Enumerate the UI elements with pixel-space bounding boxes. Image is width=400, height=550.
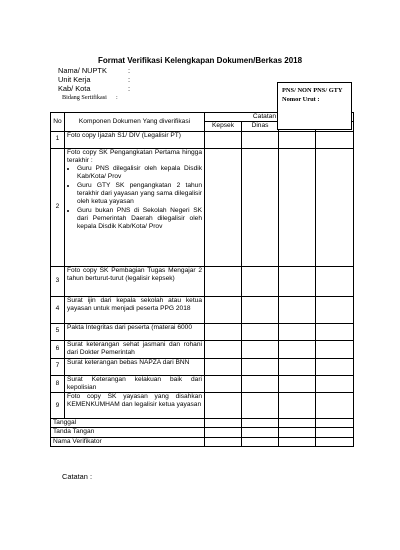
header-komponen: Komponen Dokumen Yang diverifikasi [65, 113, 205, 132]
check-cell[interactable] [205, 296, 242, 323]
list-item: • Guru PNS dilegalisir oleh kepala Disdik Kab/Kota/ Prov [77, 165, 202, 182]
row-number: 1 [51, 131, 65, 148]
row-number: 7 [51, 358, 65, 375]
bullet-list [67, 165, 202, 231]
footer-cell[interactable] [279, 419, 316, 428]
check-cell[interactable] [205, 266, 242, 296]
table-row [51, 148, 354, 266]
check-cell[interactable] [242, 375, 279, 393]
table-row [51, 375, 354, 393]
check-cell[interactable] [279, 340, 316, 358]
footer-cell[interactable] [279, 428, 316, 437]
check-cell[interactable] [242, 393, 279, 419]
row-description: Foto copy SK Pembagian Tugas Mengajar 2 tahun berturut-turut (legalisir kepsek) [65, 266, 205, 296]
row-description: Surat ijin dari kepala sekolah atau ketua yayasan untuk menjadi peserta PPG 2018 [65, 296, 205, 323]
check-cell[interactable] [205, 358, 242, 375]
field-separator: : [116, 94, 118, 101]
row-number: 3 [51, 266, 65, 296]
header-catatan: Catatan [205, 113, 279, 122]
check-cell[interactable] [316, 323, 354, 340]
check-cell[interactable] [316, 148, 354, 266]
footer-label: Tanda Tangan [51, 428, 205, 437]
footer-row-tanggal [51, 419, 354, 428]
check-cell[interactable] [316, 131, 354, 148]
footer-row-nama-verifikator [51, 437, 354, 446]
participant-id-box [277, 82, 352, 130]
nomor-urut-label: Nomor Urut : [282, 96, 320, 103]
footer-cell[interactable] [316, 419, 354, 428]
check-cell[interactable] [242, 131, 279, 148]
footer-row-tanda-tangan [51, 428, 354, 437]
check-cell[interactable] [279, 266, 316, 296]
footer-label: Tanggal [51, 419, 205, 428]
row-description: Surat Keterangan kelakuan baik dari kepolisian [65, 375, 205, 393]
row-number: 2 [51, 148, 65, 266]
check-cell[interactable] [242, 266, 279, 296]
field-label: Kab/ Kota [58, 84, 91, 93]
row-number: 8 [51, 375, 65, 393]
check-cell[interactable] [242, 358, 279, 375]
check-cell[interactable] [205, 375, 242, 393]
footer-cell[interactable] [316, 428, 354, 437]
check-cell[interactable] [316, 340, 354, 358]
check-cell[interactable] [279, 358, 316, 375]
check-cell[interactable] [242, 323, 279, 340]
check-cell[interactable] [242, 340, 279, 358]
list-item: • Guru GTY SK pengangkatan 2 tahun terakhir dari yayasan yang sama dilegalisir oleh ketua yayasan [77, 182, 202, 207]
table-row [51, 358, 354, 375]
row-description [65, 148, 205, 266]
check-cell[interactable] [279, 296, 316, 323]
check-cell[interactable] [316, 393, 354, 419]
check-cell[interactable] [205, 393, 242, 419]
table-row [51, 393, 354, 419]
list-item: • Guru bukan PNS di Sekolah Negeri SK dari Pemerintah Daerah dilegalisir oleh kepala Disdik Kab/Kota/ Prov [77, 207, 202, 232]
row-description: Foto copy SK yayasan yang disahkan KEMENKUMHAM dan legalisir ketua yayasan [65, 393, 205, 419]
check-cell[interactable] [205, 323, 242, 340]
check-cell[interactable] [316, 296, 354, 323]
footer-cell[interactable] [205, 428, 242, 437]
table-row [51, 266, 354, 296]
footer-cell[interactable] [242, 437, 279, 446]
check-cell[interactable] [205, 131, 242, 148]
row-description-text: Foto copy SK Pengangkatan Pertama hingga terakhir : [67, 148, 202, 164]
row-number: 4 [51, 296, 65, 323]
field-label: Unit Kerja [58, 75, 91, 84]
row-number: 9 [51, 393, 65, 419]
table-row [51, 323, 354, 340]
check-cell[interactable] [316, 375, 354, 393]
header-no: No [51, 113, 65, 132]
row-number: 5 [51, 323, 65, 340]
check-cell[interactable] [242, 296, 279, 323]
footer-cell[interactable] [316, 437, 354, 446]
check-cell[interactable] [205, 148, 242, 266]
row-description: Foto copy Ijazah S1/ DIV (Legalisir PT) [65, 131, 205, 148]
header-kepsek: Kepsek [205, 122, 242, 131]
row-description: Surat keterangan bebas NAPZA dari BNN [65, 358, 205, 375]
table-row [51, 340, 354, 358]
field-separator: : [128, 66, 131, 75]
check-cell[interactable] [279, 148, 316, 266]
footer-cell[interactable] [242, 428, 279, 437]
check-cell[interactable] [279, 323, 316, 340]
footer-label: Nama Verifikator [51, 437, 205, 446]
check-cell[interactable] [279, 131, 316, 148]
field-nama-nuptk [58, 66, 130, 75]
participant-type: PNS/ NON PNS/ GTY [282, 87, 343, 94]
field-bidang-sertifikasi [62, 94, 118, 101]
check-cell[interactable] [316, 266, 354, 296]
row-number: 6 [51, 340, 65, 358]
document-title: Format Verifikasi Kelengkapan Dokumen/Berkas 2018 [97, 56, 303, 65]
field-separator: : [128, 75, 131, 84]
notes-label: Catatan : [62, 472, 92, 481]
row-description: Pakta Integritas dari peserta (materai 6000 [65, 323, 205, 340]
row-description: Surat keterangan sehat jasmani dan rohani dari Dokter Pemerintah [65, 340, 205, 358]
table-row [51, 296, 354, 323]
header-dinas: Dinas [242, 122, 279, 131]
check-cell[interactable] [205, 340, 242, 358]
table-row [51, 131, 354, 148]
field-kab-kota [58, 84, 130, 93]
footer-cell[interactable] [279, 437, 316, 446]
check-cell[interactable] [242, 148, 279, 266]
footer-cell[interactable] [205, 437, 242, 446]
footer-cell[interactable] [205, 419, 242, 428]
field-label: Nama/ NUPTK [58, 66, 107, 75]
check-cell[interactable] [279, 393, 316, 419]
check-cell[interactable] [279, 375, 316, 393]
check-cell[interactable] [316, 358, 354, 375]
field-separator: : [128, 84, 131, 93]
verification-table [50, 112, 354, 447]
field-unit-kerja [58, 75, 130, 84]
footer-cell[interactable] [242, 419, 279, 428]
field-label: Bidang Sertifikasi [62, 94, 107, 101]
